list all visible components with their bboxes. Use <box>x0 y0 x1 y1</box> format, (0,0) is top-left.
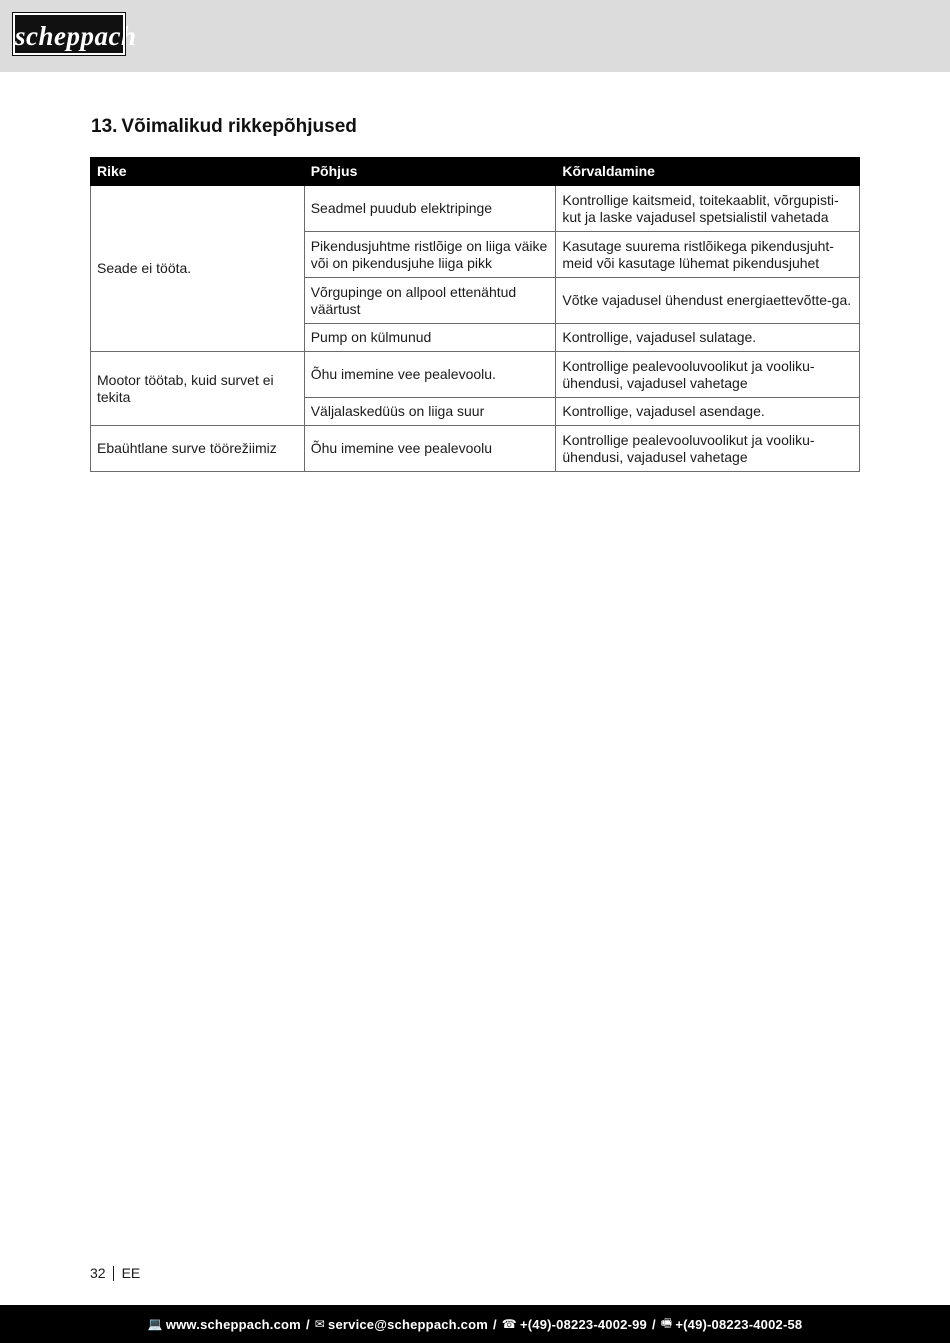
table-header-row <box>91 158 860 186</box>
email-link[interactable]: service@scheppach.com <box>328 1316 488 1332</box>
remedy-cell: Kontrollige, vajadusel asendage. <box>556 398 860 426</box>
column-header-fault: Rike <box>91 158 305 186</box>
language-code: EE <box>121 1265 141 1281</box>
table-row <box>91 186 860 232</box>
section-title-text: Võimalikud rikkepõhjused <box>121 116 357 137</box>
cause-cell: Õhu imemine vee pealevoolu. <box>304 352 556 398</box>
fault-cell: Seade ei tööta. <box>91 186 305 352</box>
column-header-cause: Põhjus <box>304 158 556 186</box>
brand-logo[interactable]: scheppach <box>13 13 125 55</box>
cause-cell: Pump on külmunud <box>304 324 556 352</box>
cause-cell: Väljalaskedüüs on liiga suur <box>304 398 556 426</box>
section-number: 13. <box>91 116 118 137</box>
page-number: 32 <box>90 1265 106 1281</box>
phone-number: +(49)-08223-4002-99 <box>519 1316 647 1332</box>
section-title <box>91 116 357 138</box>
remedy-cell: Kontrollige, vajadusel sulatage. <box>556 324 860 352</box>
header-band <box>0 0 950 72</box>
fax-icon: 🖷 <box>660 1315 673 1330</box>
remedy-cell: Kontrollige kaitsmeid, toitekaablit, võrgupisti-kut ja laske vajadusel spetsialistil vahetada <box>556 186 860 232</box>
contact-footer <box>0 1305 950 1343</box>
fault-cell: Mootor töötab, kuid survet ei tekita <box>91 352 305 426</box>
page-divider <box>113 1266 114 1281</box>
table-row <box>91 352 860 398</box>
remedy-cell: Võtke vajadusel ühendust energiaettevõtte-ga. <box>556 278 860 324</box>
cause-cell: Võrgupinge on allpool ettenähtud väärtust <box>304 278 556 324</box>
mail-icon: ✉ <box>314 1317 326 1331</box>
separator: / <box>651 1316 656 1332</box>
table-row <box>91 426 860 472</box>
cause-cell: Õhu imemine vee pealevoolu <box>304 426 556 472</box>
separator: / <box>305 1316 310 1332</box>
computer-icon: 💻 <box>147 1317 163 1331</box>
remedy-cell: Kontrollige pealevooluvoolikut ja vooliku-ühendusi, vajadusel vahetage <box>556 426 860 472</box>
fault-cell: Ebaühtlane surve töörežiimiz <box>91 426 305 472</box>
phone-icon: ☎ <box>501 1317 517 1331</box>
remedy-cell: Kontrollige pealevooluvoolikut ja vooliku-ühendusi, vajadusel vahetage <box>556 352 860 398</box>
separator: / <box>492 1316 497 1332</box>
website-link[interactable]: www.scheppach.com <box>165 1316 301 1332</box>
page-footer-label <box>90 1265 140 1281</box>
troubleshooting-table <box>90 157 860 472</box>
fax-number: +(49)-08223-4002-58 <box>675 1316 803 1332</box>
cause-cell: Pikendusjuhtme ristlõige on liiga väike või on pikendusjuhe liiga pikk <box>304 232 556 278</box>
cause-cell: Seadmel puudub elektripinge <box>304 186 556 232</box>
column-header-remedy: Kõrvaldamine <box>556 158 860 186</box>
remedy-cell: Kasutage suurema ristlõikega pikendusjuht-meid või kasutage lühemat pikendusjuhet <box>556 232 860 278</box>
